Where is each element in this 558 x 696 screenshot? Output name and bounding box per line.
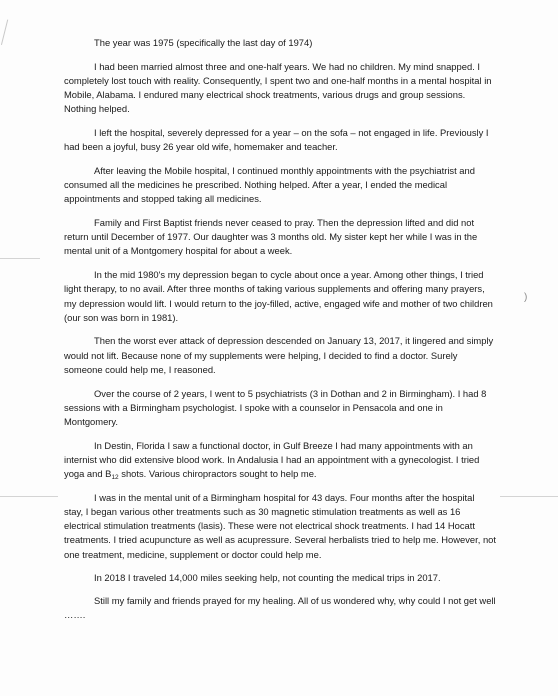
- scan-artifact-line: [0, 258, 40, 259]
- scan-artifact-line: [0, 496, 58, 497]
- paragraph-family-prayer: Family and First Baptist friends never ceased to pray. Then the depression lifted and did not return until December of 1977. Our daughter was 3 months old. My sister kept her while I was in the mental unit of a Montgomery hospital for about a week.: [64, 217, 478, 257]
- scan-corner-mark: [1, 20, 14, 47]
- margin-mark: ): [524, 292, 528, 303]
- paragraph-doctors-text: In Destin, Florida I saw a functional doctor, in Gulf Breeze I had many appointments with an internist who did extensive blood work. In Andalusia I had an appointment with a gynecologist. I tried yoga and B: [64, 439, 480, 480]
- scan-artifact-line: [500, 496, 558, 497]
- paragraph-treatments: I was in the mental unit of a Birmingham hospital for 43 days. Four months after the hospital stay, I began various other treatments such as 30 magnetic stimulation treatments as well as 16 electrical stimulation treatments (lasis). These were not electrical shock treatments. I had 14 Hocatt treatments. I tried acupuncture as well as acupressure. Several herbalists tried to help me. However, not one treatment, medicine, supplement or doctor could help me.: [64, 491, 496, 560]
- paragraph-opening: The year was 1975 (specifically the last day of 1974): [94, 37, 313, 48]
- paragraph-doctors-text-end: shots. Various chiropractors sought to help me.: [118, 468, 317, 480]
- paragraph-closing: Still my family and friends prayed for my healing. All of us wondered why, why could I not get well …….: [64, 594, 496, 620]
- paragraph-1980s-cycle: In the mid 1980's my depression began to cycle about once a year. Among other things, I tried light therapy, to no avail. After three months of taking various supplements and offering many prayers, my depression would lift. I would return to the joy-filled, active, engaged wife and mother of two children (our son was born in 1981).: [64, 269, 493, 323]
- paragraph-2017-attack: Then the worst ever attack of depression descended on January 13, 2017, it lingered and simply would not lift. Because none of my supplements were helping, I decided to find a doctor. Surely someone could help me, I reasoned.: [64, 335, 494, 375]
- paragraph-marriage-hospital: I had been married almost three and one-half years. We had no children. My mind snapped. I completely lost touch with reality. Consequently, I spent two and one-half months in a mental hospital in Mobile, Alabama. I endured many electrical shock treatments, various drugs and group sessions. Nothing helped.: [64, 60, 492, 115]
- paragraph-left-hospital: I left the hospital, severely depressed for a year – on the sofa – not engaged in life. Previously I had been a joyful, busy 26 year old wife, homemaker and teacher.: [64, 127, 489, 153]
- paragraph-psychiatrists: Over the course of 2 years, I went to 5 psychiatrists (3 in Dothan and 2 in Birmingham). I had 8 sessions with a Birmingham psychologist. I spoke with a counselor in Pensacola and one in Montgomery.: [64, 387, 487, 427]
- paragraph-doctors: [64, 439, 496, 482]
- vitamin-subscript: 12: [111, 474, 119, 482]
- document-body: [64, 36, 496, 631]
- paragraph-travel: In 2018 I traveled 14,000 miles seeking help, not counting the medical trips in 2017.: [94, 572, 441, 584]
- paragraph-psychiatrist: After leaving the Mobile hospital, I continued monthly appointments with the psychiatrist and consumed all the medicines he prescribed. Nothing helped. After a year, I ended the medical appointments and stopped taking all medicines.: [64, 164, 475, 205]
